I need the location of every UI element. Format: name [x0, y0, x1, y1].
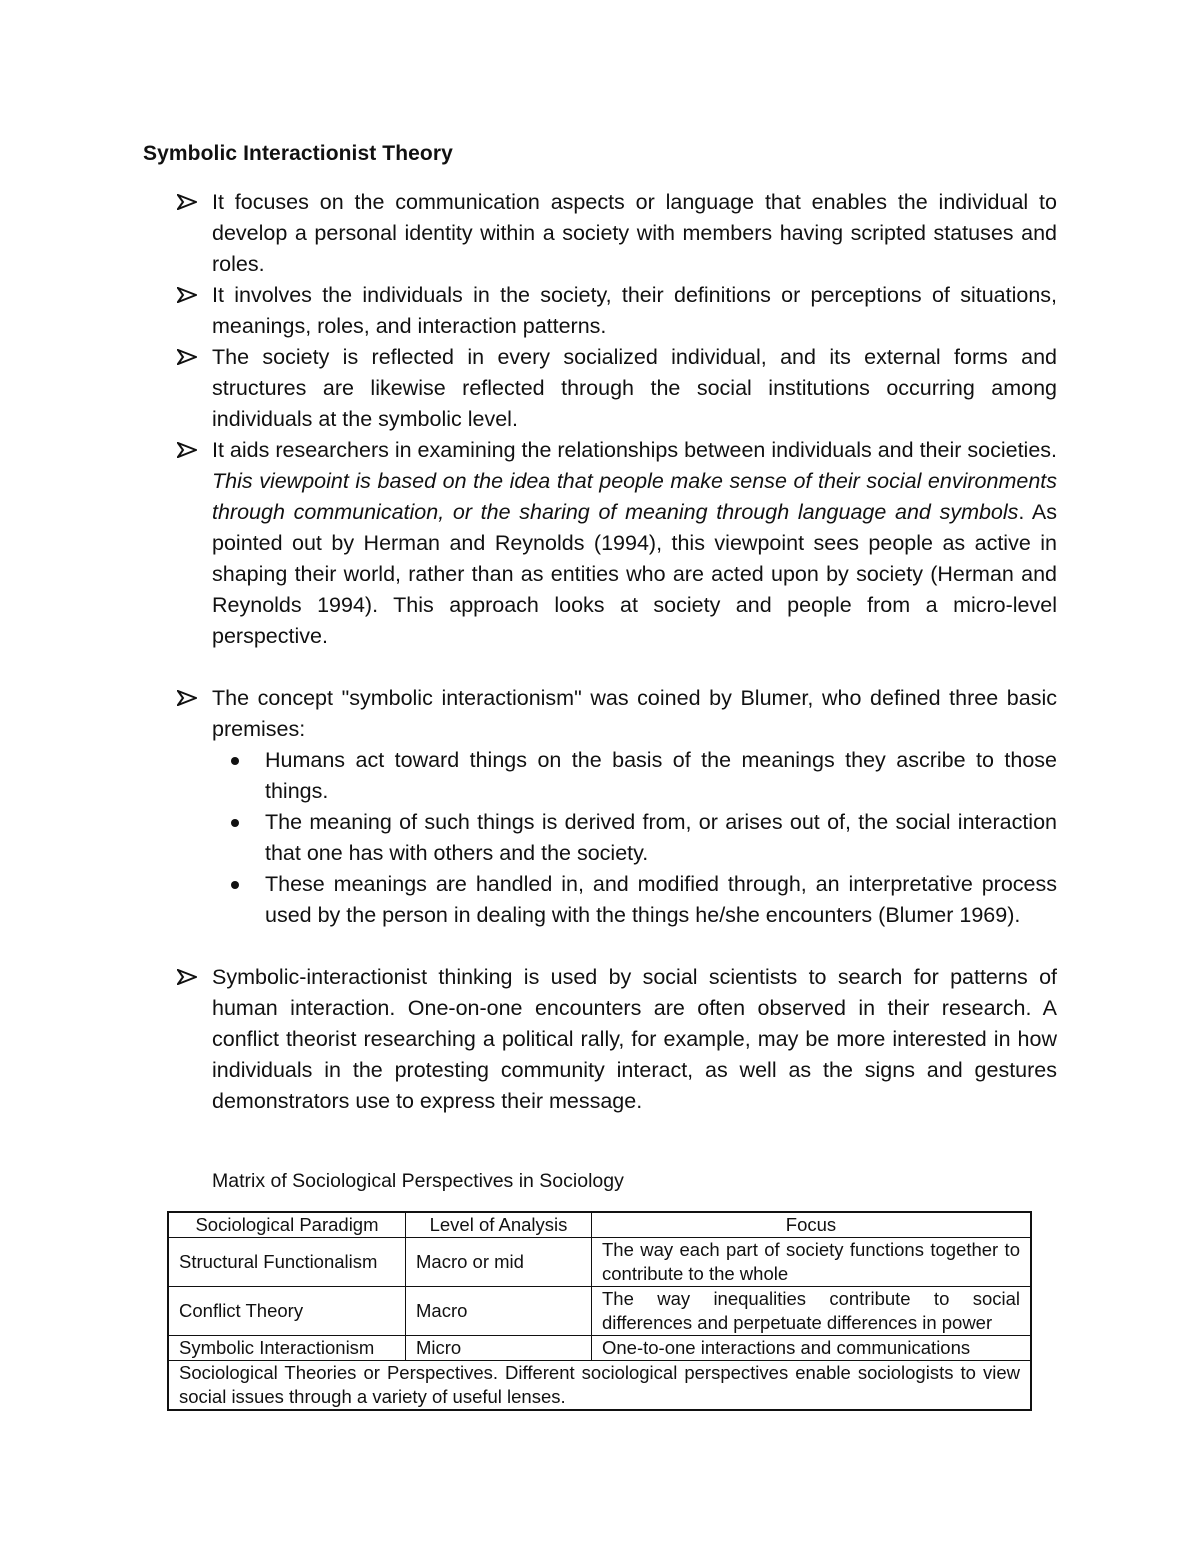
sub-list-item	[173, 807, 1057, 869]
table-cell: Structural Functionalism	[168, 1238, 406, 1287]
dot-bullet-icon	[231, 819, 239, 827]
table-cell: Symbolic Interactionism	[168, 1336, 406, 1361]
list-item	[173, 962, 1057, 1117]
table-header-row	[168, 1212, 1031, 1238]
bullet-list	[173, 187, 1057, 1117]
table-row	[168, 1287, 1031, 1336]
perspectives-matrix-table	[167, 1211, 1032, 1411]
arrowhead-bullet-icon	[177, 435, 201, 466]
arrowhead-bullet-icon	[177, 962, 201, 993]
arrowhead-bullet-icon	[177, 187, 201, 218]
dot-bullet-icon	[231, 881, 239, 889]
table-cell: The way each part of society functions together to contribute to the whole	[592, 1238, 1032, 1287]
arrowhead-bullet-icon	[177, 280, 201, 311]
list-item-text: . As pointed out by Herman and Reynolds (1994), this viewpoint sees people as active in shaping their world, rather than as entities who are acted upon by society (Herman and Reynolds 1994). This approach looks at society and people from a micro-level perspective.	[212, 500, 1057, 648]
sub-list-item-text: Humans act toward things on the basis of the meanings they ascribe to those things.	[265, 748, 1057, 803]
list-item	[173, 683, 1057, 745]
table-cell: Micro	[406, 1336, 592, 1361]
list-item	[173, 435, 1057, 652]
table-cell: One-to-one interactions and communications	[592, 1336, 1032, 1361]
list-item-text: The society is reflected in every socialized individual, and its external forms and structures are likewise reflected through the social institutions occurring among individuals at the symbolic level.	[212, 345, 1057, 431]
sub-list-item	[173, 745, 1057, 807]
list-item	[173, 342, 1057, 435]
table-row	[168, 1336, 1031, 1361]
page-title: Symbolic Interactionist Theory	[143, 142, 453, 165]
arrowhead-bullet-icon	[177, 683, 201, 714]
italic-quote: This viewpoint is based on the idea that people make sense of their social environments through communication, or the sharing of meaning through language and symbols	[212, 469, 1057, 524]
table-footer-row	[168, 1361, 1031, 1411]
sub-list-item-text: The meaning of such things is derived from, or arises out of, the social interaction that one has with others and the society.	[265, 810, 1057, 865]
table-cell: Conflict Theory	[168, 1287, 406, 1336]
dot-bullet-icon	[231, 757, 239, 765]
list-item-text: Symbolic-interactionist thinking is used by social scientists to search for patterns of human interaction. One-on-one encounters are often observed in their research. A conflict theorist researching a political rally, for example, may be more interested in how individuals in the protesting community interact, as well as the signs and gestures demonstrators use to express their message.	[212, 965, 1057, 1113]
table-row	[168, 1238, 1031, 1287]
table-cell: The way inequalities contribute to social differences and perpetuate differences in power	[592, 1287, 1032, 1336]
list-item-text: It aids researchers in examining the relationships between individuals and their societies.	[212, 438, 1057, 462]
list-item	[173, 187, 1057, 280]
arrowhead-bullet-icon	[177, 342, 201, 373]
list-item-text: It focuses on the communication aspects or language that enables the individual to develop a personal identity within a society with members having scripted statuses and roles.	[212, 190, 1057, 276]
sub-list-item	[173, 869, 1057, 931]
column-header: Sociological Paradigm	[168, 1212, 406, 1238]
table-cell: Macro or mid	[406, 1238, 592, 1287]
sub-list-item-text: These meanings are handled in, and modified through, an interpretative process used by the person in dealing with the things he/she encounters (Blumer 1969).	[265, 872, 1057, 927]
column-header: Focus	[592, 1212, 1032, 1238]
list-item-text: It involves the individuals in the society, their definitions or perceptions of situations, meanings, roles, and interaction patterns.	[212, 283, 1057, 338]
table-caption: Matrix of Sociological Perspectives in Sociology	[212, 1170, 624, 1192]
column-header: Level of Analysis	[406, 1212, 592, 1238]
list-item	[173, 280, 1057, 342]
table-cell: Macro	[406, 1287, 592, 1336]
table-footer-cell: Sociological Theories or Perspectives. Different sociological perspectives enable sociologists to view social issues through a variety of useful lenses.	[168, 1361, 1031, 1411]
list-item-text: The concept "symbolic interactionism" was coined by Blumer, who defined three basic premises:	[212, 686, 1057, 741]
